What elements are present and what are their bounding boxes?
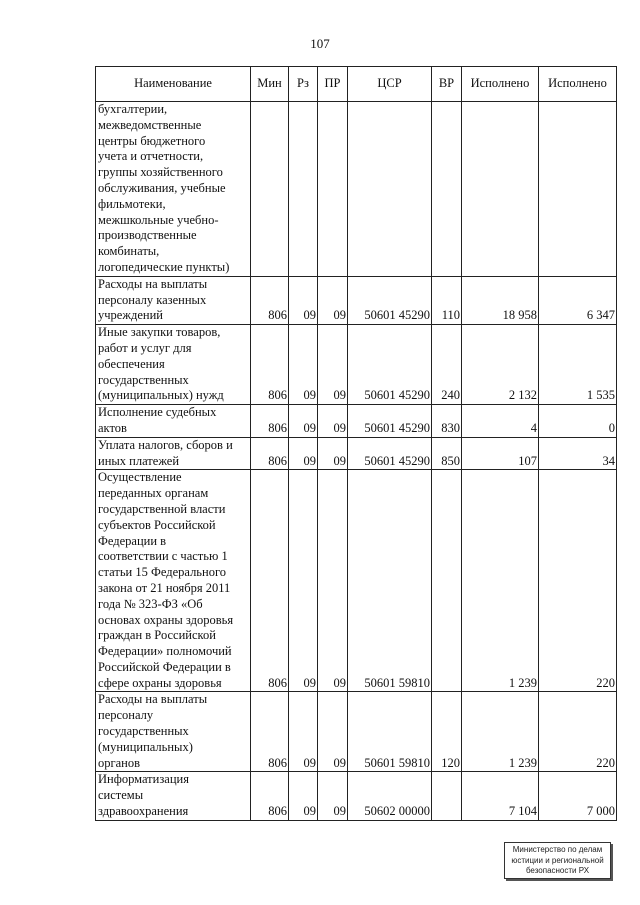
cell-rz: 09 xyxy=(289,692,318,772)
cell-min: 806 xyxy=(251,437,289,470)
cell-ispolneno-1: 2 132 xyxy=(462,325,539,405)
name-line: государственных xyxy=(98,724,189,739)
cell-vr xyxy=(432,772,462,820)
name-line: фильмотеки, xyxy=(98,196,166,211)
name-line: группы хозяйственного xyxy=(98,165,223,180)
table-header-row xyxy=(96,67,617,102)
name-line: здравоохранения xyxy=(98,804,189,819)
cell-rz: 09 xyxy=(289,276,318,324)
cell-pr: 09 xyxy=(318,276,348,324)
page-number: 107 xyxy=(310,36,330,51)
table-row xyxy=(96,276,617,324)
cell-pr: 09 xyxy=(318,692,348,772)
cell-ispolneno-2: 0 xyxy=(539,405,617,438)
cell-ispolneno-2 xyxy=(539,102,617,277)
cell-pr: 09 xyxy=(318,405,348,438)
cell-naimenovanie xyxy=(96,325,251,405)
name-line: Федерации в xyxy=(98,533,167,548)
header-ispolneno-1: Исполнено xyxy=(462,67,539,102)
name-line: Расходы на выплаты xyxy=(98,276,208,291)
cell-ispolneno-1: 107 xyxy=(462,437,539,470)
name-line: государственных xyxy=(98,372,189,387)
cell-csr: 50602 00000 xyxy=(348,772,432,820)
name-line: работ и услуг для xyxy=(98,340,192,355)
table-row xyxy=(96,470,617,692)
name-line: комбинаты, xyxy=(98,244,160,259)
cell-rz xyxy=(289,102,318,277)
cell-vr: 110 xyxy=(432,276,462,324)
name-line: года № 323-ФЗ «Об xyxy=(98,596,203,611)
cell-rz: 09 xyxy=(289,772,318,820)
cell-ispolneno-2: 220 xyxy=(539,470,617,692)
name-line: учреждений xyxy=(98,308,163,323)
name-line: Осуществление xyxy=(98,470,182,485)
cell-pr: 09 xyxy=(318,470,348,692)
cell-csr: 50601 45290 xyxy=(348,325,432,405)
name-line: логопедические пункты) xyxy=(98,259,230,274)
name-line: Российской Федерации в xyxy=(98,659,231,674)
cell-naimenovanie xyxy=(96,276,251,324)
name-line: государственной власти xyxy=(98,501,226,516)
name-line: производственные xyxy=(98,228,197,243)
table-row xyxy=(96,102,617,277)
cell-ispolneno-1: 1 239 xyxy=(462,692,539,772)
cell-rz: 09 xyxy=(289,405,318,438)
cell-ispolneno-1 xyxy=(462,102,539,277)
name-line: Информатизация xyxy=(98,772,189,787)
cell-ispolneno-1: 4 xyxy=(462,405,539,438)
name-line: учета и отчетности, xyxy=(98,149,204,164)
header-naimenovanie: Наименование xyxy=(96,67,251,102)
cell-vr xyxy=(432,102,462,277)
cell-rz: 09 xyxy=(289,470,318,692)
cell-pr xyxy=(318,102,348,277)
cell-ispolneno-2: 1 535 xyxy=(539,325,617,405)
cell-naimenovanie xyxy=(96,102,251,277)
budget-table xyxy=(95,66,617,821)
name-line: закона от 21 ноября 2011 xyxy=(98,580,231,595)
cell-csr: 50601 45290 xyxy=(348,276,432,324)
cell-csr: 50601 59810 xyxy=(348,692,432,772)
table-body xyxy=(96,102,617,821)
name-line: (муниципальных) нужд xyxy=(98,388,224,403)
cell-ispolneno-2: 34 xyxy=(539,437,617,470)
cell-ispolneno-1: 18 958 xyxy=(462,276,539,324)
cell-min: 806 xyxy=(251,325,289,405)
name-line: персоналу xyxy=(98,708,154,723)
name-line: Федерации» полномочий xyxy=(98,644,232,659)
name-line: обслуживания, учебные xyxy=(98,180,226,195)
cell-naimenovanie xyxy=(96,437,251,470)
stamp-line: безопасности РХ xyxy=(525,866,590,875)
name-line: Иные закупки товаров, xyxy=(98,325,221,340)
cell-min: 806 xyxy=(251,772,289,820)
cell-vr xyxy=(432,470,462,692)
header-ispolneno-2: Исполнено xyxy=(539,67,617,102)
cell-min: 806 xyxy=(251,470,289,692)
name-line: Исполнение судебных xyxy=(98,405,217,420)
name-line: субъектов Российской xyxy=(98,517,216,532)
stamp-line: Министерство по делам xyxy=(512,845,603,854)
cell-pr: 09 xyxy=(318,325,348,405)
cell-naimenovanie xyxy=(96,405,251,438)
table-row xyxy=(96,772,617,820)
header-min: Мин xyxy=(251,67,289,102)
cell-csr xyxy=(348,102,432,277)
ministry-stamp xyxy=(504,842,611,879)
table-row xyxy=(96,692,617,772)
name-line: актов xyxy=(98,420,127,435)
name-line: переданных органам xyxy=(98,486,209,501)
name-line: соответствии с частью 1 xyxy=(98,549,228,564)
table-row xyxy=(96,325,617,405)
cell-min: 806 xyxy=(251,692,289,772)
cell-csr: 50601 45290 xyxy=(348,437,432,470)
name-line: сфере охраны здоровья xyxy=(98,675,222,690)
name-line: межшкольные учебно- xyxy=(98,212,219,227)
cell-ispolneno-2: 7 000 xyxy=(539,772,617,820)
cell-naimenovanie xyxy=(96,470,251,692)
name-line: бухгалтерии, xyxy=(98,102,168,116)
cell-pr: 09 xyxy=(318,437,348,470)
cell-naimenovanie xyxy=(96,772,251,820)
cell-vr: 120 xyxy=(432,692,462,772)
cell-vr: 240 xyxy=(432,325,462,405)
name-line: основах охраны здоровья xyxy=(98,612,234,627)
name-line: органов xyxy=(98,755,141,770)
cell-csr: 50601 59810 xyxy=(348,470,432,692)
table-row xyxy=(96,405,617,438)
name-line: граждан в Российской xyxy=(98,628,216,643)
name-line: обеспечения xyxy=(98,356,165,371)
name-line: персоналу казенных xyxy=(98,292,207,307)
cell-min: 806 xyxy=(251,276,289,324)
name-line: (муниципальных) xyxy=(98,739,193,754)
table-row xyxy=(96,437,617,470)
cell-rz: 09 xyxy=(289,437,318,470)
name-line: Расходы на выплаты xyxy=(98,692,208,707)
cell-pr: 09 xyxy=(318,772,348,820)
name-line: межведомственные xyxy=(98,117,202,132)
header-rz: Рз xyxy=(289,67,318,102)
cell-ispolneno-2: 220 xyxy=(539,692,617,772)
cell-min xyxy=(251,102,289,277)
name-line: центры бюджетного xyxy=(98,133,206,148)
name-line: статьи 15 Федерального xyxy=(98,565,227,580)
header-vr: ВР xyxy=(432,67,462,102)
name-line: системы xyxy=(98,788,144,803)
cell-csr: 50601 45290 xyxy=(348,405,432,438)
header-csr: ЦСР xyxy=(348,67,432,102)
header-pr: ПР xyxy=(318,67,348,102)
cell-vr: 850 xyxy=(432,437,462,470)
cell-vr: 830 xyxy=(432,405,462,438)
stamp-line: юстиции и региональной xyxy=(511,855,604,865)
cell-naimenovanie xyxy=(96,692,251,772)
cell-min: 806 xyxy=(251,405,289,438)
cell-ispolneno-1: 7 104 xyxy=(462,772,539,820)
cell-ispolneno-2: 6 347 xyxy=(539,276,617,324)
name-line: Уплата налогов, сборов и xyxy=(98,437,233,452)
name-line: иных платежей xyxy=(98,453,180,468)
cell-ispolneno-1: 1 239 xyxy=(462,470,539,692)
cell-rz: 09 xyxy=(289,325,318,405)
